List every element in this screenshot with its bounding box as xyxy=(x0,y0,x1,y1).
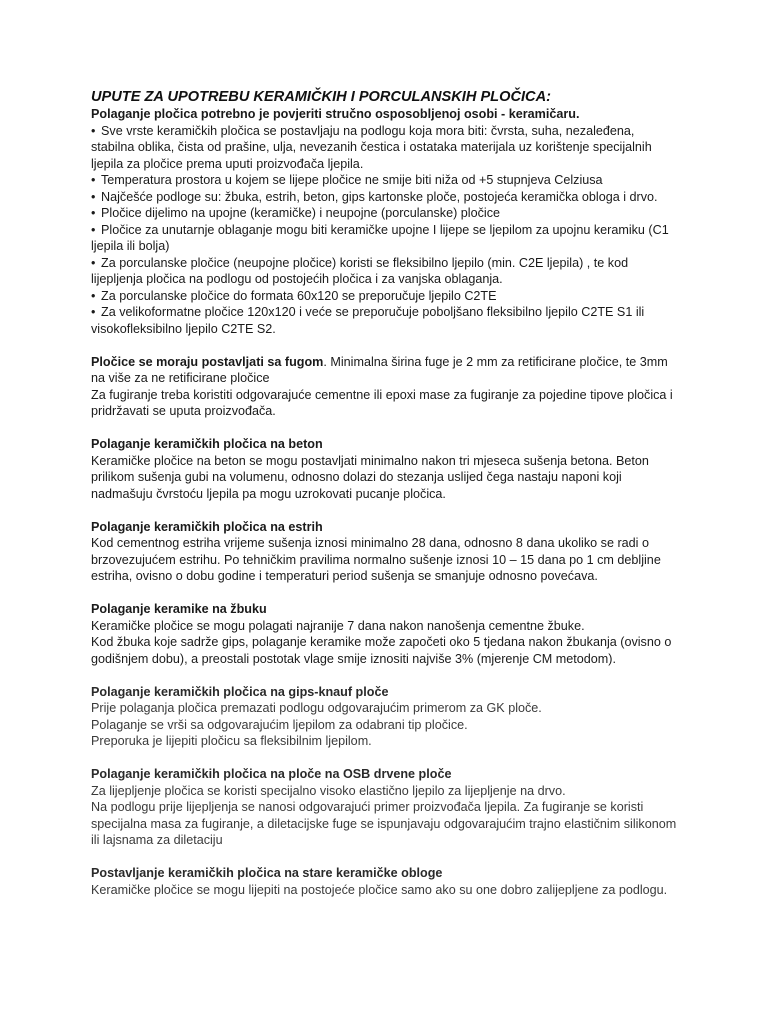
section-stare-obloge xyxy=(91,865,681,898)
list-item-text: Najčešće podloge su: žbuka, estrih, beton, gips kartonske ploče, postojeća keramička obloga i drvo. xyxy=(101,189,658,204)
bullet-icon: • xyxy=(91,288,96,303)
section-heading: Polaganje keramičkih pločica na gips-knauf ploče xyxy=(91,684,389,699)
list-item-text: Za velikoformatne pločice 120x120 i veće se preporučuje poboljšano fleksibilno ljepilo C2TE S1 ili visokofleksibilno ljepilo C2TE S2. xyxy=(91,305,645,336)
bullet-icon: • xyxy=(91,255,96,270)
section-paragraph: Polaganje se vrši sa odgovarajućim ljepilom za odabrani tip pločice. xyxy=(91,717,468,732)
bullet-icon: • xyxy=(91,123,96,138)
section-paragraph: Kod žbuka koje sadrže gips, polaganje keramike može započeti oko 5 tjedana nakon žbukanja (ovisno o godišnjem dobu), a preostali postotak vlage smije iznositi najviše 3% (mjerenje CM metodom). xyxy=(91,635,672,666)
section-paragraph: Keramičke pločice se mogu polagati najranije 7 dana nakon nanošenja cementne žbuke. xyxy=(91,618,585,633)
section-paragraph: Keramičke pločice na beton se mogu postavljati minimalno nakon tri mjeseca sušenja betona. Beton prilikom sušenja gubi na volumenu, odnosno dolazi do stezanja uslijed čega nastaju naponi koji nadmašuju čvrstoću ljepila pa mogu uzrokovati pucanje pločica. xyxy=(91,453,649,501)
section-heading: Polaganje keramike na žbuku xyxy=(91,602,267,616)
bullet-icon: • xyxy=(91,173,96,187)
section-paragraph: Preporuka je lijepiti pločicu sa fleksibilnim ljepilom. xyxy=(91,734,372,748)
section-paragraph: Na podlogu prije lijepljenja se nanosi odgovarajući primer proizvođača ljepila. Za fugiranje se koristi specijalna masa za fugiranje, a diletacijske fuge se ispunjavaju odgovarajućim trajno elastičnim silikonom ili lajsnama za diletaciju xyxy=(91,800,677,847)
list-item xyxy=(91,189,681,206)
list-item xyxy=(91,255,681,288)
list-item xyxy=(91,205,681,222)
bullet-icon: • xyxy=(91,305,96,319)
section-estrih xyxy=(91,519,681,585)
section-osb xyxy=(91,766,681,849)
list-item-text: Sve vrste keramičkih pločica se postavljaju na podlogu koja mora biti: čvrsta, suha, nezaleđena, stabilna oblika, čista od prašine, ulja, nevezanih čestica i ostataka materijala uz korištenje specijalnih ljepila za pločice prema uputi proizvođača ljepila. xyxy=(91,123,652,171)
list-item xyxy=(91,304,681,337)
fuga-paragraph-2: Za fugiranje treba koristiti odgovarajuće cementne ili epoxi mase za fugiranje za pojedine tipove pločica i pridržavati se uputa proizvođača. xyxy=(91,387,673,418)
list-item-text: Za porculanske pločice (neupojne pločice) koristi se fleksibilno ljepilo (min. C2E ljepila) , te kod lijepljenja pločica na podlogu od postojećih pločica i za vanjska oblaganja. xyxy=(91,255,629,286)
list-item xyxy=(91,123,681,173)
fuga-paragraph xyxy=(91,354,681,387)
section-beton xyxy=(91,436,681,502)
section-heading: Postavljanje keramičkih pločica na stare keramičke obloge xyxy=(91,866,443,880)
fuga-lead-text: Pločice se moraju postavljati sa fugom xyxy=(91,354,324,369)
section-gips-knauf xyxy=(91,684,681,750)
section-heading: Polaganje keramičkih pločica na beton xyxy=(91,437,323,451)
list-item xyxy=(91,172,681,189)
bullet-icon: • xyxy=(91,189,96,204)
list-item-text: Pločice za unutarnje oblaganje mogu biti keramičke upojne I lijepe se ljepilom za upojnu keramiku (C1 ljepila ili bolja) xyxy=(91,222,669,253)
list-item xyxy=(91,288,681,305)
fuga-rest-text: . Minimalna širina fuge je 2 mm za retificirane pločice, te 3mm na više za ne retificirane pločice xyxy=(91,354,668,385)
list-item xyxy=(91,222,681,255)
list-item-text: Za porculanske pločice do formata 60x120 se preporučuje ljepilo C2TE xyxy=(101,288,497,303)
list-item-text: Pločice dijelimo na upojne (keramičke) i neupojne (porculanske) pločice xyxy=(101,206,501,220)
section-paragraph: Kod cementnog estriha vrijeme sušenja iznosi minimalno 28 dana, odnosno 8 dana ukoliko se radi o brzovezujućem estrihu. Po tehničkim pravilima normalno sušenje iznosi 10 – 15 dana po 1 cm debljine estriha, ovisno o dobu godine i temperaturi period sušenja se smanjuje odnosno povećava. xyxy=(91,536,661,583)
section-fuga xyxy=(91,354,681,420)
section-heading: Polaganje keramičkih pločica na estrih xyxy=(91,519,323,534)
section-paragraph: Prije polaganja pločica premazati podlogu odgovarajućim primerom za GK ploče. xyxy=(91,701,542,715)
requirements-list xyxy=(91,123,681,338)
document-body xyxy=(91,88,681,898)
bullet-icon: • xyxy=(91,222,96,237)
section-heading: Polaganje keramičkih pločica na ploče na OSB drvene ploče xyxy=(91,767,452,781)
section-zbuka xyxy=(91,601,681,667)
section-paragraph: Keramičke pločice se mogu lijepiti na postojeće pločice samo ako su one dobro zalijepljene za podlogu. xyxy=(91,882,668,897)
section-paragraph: Za lijepljenje pločica se koristi specijalno visoko elastično ljepilo za lijepljenje na drvo. xyxy=(91,783,566,798)
intro-line: Polaganje pločica potrebno je povjeriti stručno osposobljenoj osobi - keramičaru. xyxy=(91,107,580,121)
bullet-icon: • xyxy=(91,206,96,220)
list-item-text: Temperatura prostora u kojem se lijepe pločice ne smije biti niža od +5 stupnjeva Celziusa xyxy=(101,173,603,187)
document-title: UPUTE ZA UPOTREBU KERAMIČKIH I PORCULANSKIH PLOČICA: xyxy=(91,89,551,105)
